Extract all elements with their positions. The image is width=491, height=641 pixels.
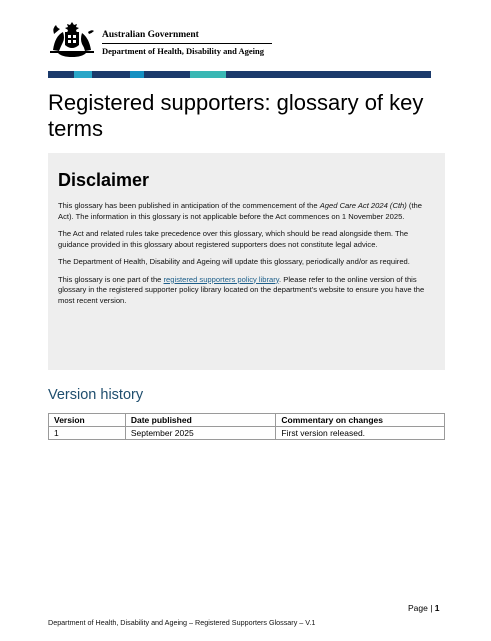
column-header: Version: [49, 414, 126, 427]
stripe-segment: [190, 71, 226, 78]
government-header: [48, 20, 348, 60]
stripe-segment: [226, 71, 286, 78]
government-name: Australian Government: [102, 30, 199, 40]
stripe-segment: [92, 71, 130, 78]
stripe-segment: [286, 71, 431, 78]
table-row: [49, 427, 445, 440]
column-header: Commentary on changes: [276, 414, 445, 427]
disclaimer-paragraph: This glossary has been published in anticipation of the commencement of the Aged Care Act 2024 (Cth) (the Act). The information in this glossary is not applicable before the Act commences on 1 November 2025.: [58, 201, 423, 221]
stripe-segment: [130, 71, 144, 78]
version-history-table: [48, 413, 445, 440]
document-footer: Department of Health, Disability and Ageing – Registered Supporters Glossary – V.1: [48, 618, 316, 627]
wordmark-divider: [102, 43, 272, 44]
disclaimer-paragraph: This glossary is one part of the registered supporters policy library. Please refer to the online version of this glossary in the registered supporter policy library located on the department’s website to ensure you have the most recent version.: [58, 274, 425, 305]
column-header: Date published: [125, 414, 276, 427]
page-title: Registered supporters: glossary of key terms: [48, 90, 424, 141]
coat-of-arms-icon: [48, 20, 96, 58]
disclaimer-heading: Disclaimer: [58, 170, 150, 190]
decorative-color-stripe: [48, 71, 431, 78]
stripe-segment: [48, 71, 74, 78]
disclaimer-box: [48, 153, 445, 370]
disclaimer-paragraph: The Department of Health, Disability and Ageing will update this glossary, periodically and/or as required.: [58, 257, 410, 266]
table-cell: September 2025: [125, 427, 276, 440]
policy-library-link[interactable]: registered supporters policy library: [163, 274, 280, 284]
act-title: Aged Care Act 2024 (Cth): [319, 201, 407, 210]
table-cell: First version released.: [276, 427, 445, 440]
version-history-heading: Version history: [48, 387, 144, 403]
page-number: Page | 1: [408, 603, 440, 613]
disclaimer-paragraph: The Act and related rules take precedence over this glossary, which should be read alongside them. The guidance provided in this glossary about registered supporters does not constitute legal advice.: [58, 229, 409, 249]
stripe-segment: [74, 71, 92, 78]
table-header-row: [49, 414, 445, 427]
government-wordmark: [102, 30, 272, 56]
table-cell: 1: [49, 427, 126, 440]
department-name: Department of Health, Disability and Ageing: [102, 46, 264, 56]
stripe-segment: [144, 71, 190, 78]
